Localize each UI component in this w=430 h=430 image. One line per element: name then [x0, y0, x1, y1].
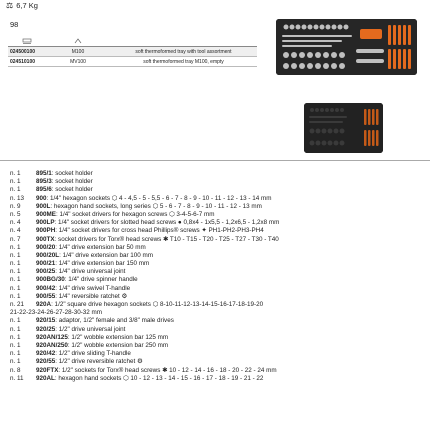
item-description: : 1/2" wobble extension bar 250 mm [67, 341, 169, 349]
item-quantity: n. 7 [10, 235, 21, 243]
item-quantity: n. 4 [10, 227, 21, 235]
item-code: 900/21 [36, 260, 56, 268]
item-code: 895/6 [36, 186, 52, 194]
contents-item [10, 244, 428, 252]
contents-item [10, 268, 428, 276]
item-description: : socket holder [51, 186, 93, 194]
item-code: 900ME [36, 210, 56, 218]
item-description: : 1/2" drive reversible ratchet ⚙ [55, 358, 143, 366]
item-description: : 1/2" drive universal joint [55, 325, 126, 333]
item-quantity: n. 1 [10, 276, 21, 284]
item-code: 900BG/30 [36, 276, 65, 284]
item-description: : socket holder [51, 178, 93, 186]
contents-item [10, 317, 428, 325]
item-description: : socket holder [51, 170, 93, 177]
item-description: : hexagon hand sockets, long series ⬡ 5 - 6 - 7 - 8 - 9 - 10 - 11 - 12 - 13 mm [50, 202, 262, 210]
contents-item [10, 178, 428, 186]
item-quantity: n. 1 [10, 350, 21, 358]
description-column-icon [110, 37, 257, 47]
item-code: 895/1 [36, 170, 52, 177]
item-quantity: n. 1 [10, 341, 21, 349]
item-quantity: n. 1 [10, 325, 21, 333]
item-description: : 1/2" drive sliding T-handle [55, 350, 131, 358]
page-number: 98 [10, 20, 19, 29]
item-quantity: n. 1 [10, 186, 21, 194]
weight-value: 6,7 Kg [16, 1, 38, 10]
contents-item [10, 375, 428, 383]
item-code: 920/55 [36, 358, 56, 366]
item-quantity: n. 1 [10, 260, 21, 268]
weight-label [6, 1, 38, 10]
item-code: 920AN/250 [36, 341, 68, 349]
item-code: 900PH [36, 227, 56, 235]
item-quantity: n. 1 [10, 358, 21, 366]
product-code: 024500100 [8, 47, 46, 57]
spec-table-row [8, 57, 257, 67]
item-code: 900L [36, 202, 51, 210]
contents-item [10, 309, 428, 317]
weight-icon: ⚖ [6, 1, 14, 10]
spec-table [8, 37, 257, 67]
item-quantity: n. 13 [10, 194, 25, 202]
item-quantity: n. 8 [10, 366, 21, 374]
item-description: : 1/4" drive extension bar 150 mm [55, 260, 150, 268]
product-model: MV100 [46, 57, 110, 67]
item-description: : 1/4" drive spinner handle [64, 276, 138, 284]
item-code: 900/42 [36, 284, 56, 292]
item-description: : 1/2" sockets for Torx® head screws ✱ 10 - 12 - 14 - 16 - 18 - 20 - 22 - 24 mm [58, 366, 277, 374]
item-code: 900/20L [36, 251, 60, 259]
item-quantity: n. 4 [10, 219, 21, 227]
contents-item [10, 326, 428, 334]
contents-item [10, 252, 428, 260]
product-description: soft thermoformed tray with tool assortment [110, 47, 257, 57]
item-code: 900/20 [36, 243, 56, 251]
item-code: 920/15 [36, 317, 56, 325]
product-model: M100 [46, 47, 110, 57]
contents-item [10, 285, 428, 293]
item-code: 900/55 [36, 292, 56, 300]
item-code: 920A [36, 301, 52, 308]
item-description: : 1/4" drive swivel T-handle [55, 284, 131, 292]
item-code: 920/42 [36, 350, 56, 358]
item-quantity: n. 1 [10, 292, 21, 300]
item-code: 900LP [36, 219, 55, 227]
contents-list [10, 170, 428, 383]
item-description: : 1/4" drive universal joint [55, 268, 126, 276]
item-description: : 1/2" square drive hexagon sockets ⬡ 8-10-11-12-13-14-15-16-17-18-19-20 [51, 301, 264, 308]
item-quantity: n. 5 [10, 210, 21, 218]
contents-item [10, 170, 428, 178]
item-description: : 1/4" socket drivers for hexagon screws ⬡ 3-4-5-6-7 mm [55, 210, 215, 218]
item-quantity: n. 1 [10, 243, 21, 251]
model-column-icon [46, 37, 110, 47]
item-code: 900TX [36, 235, 55, 243]
item-quantity: n. 9 [10, 202, 21, 210]
item-description: 21-22-23-24-26-27-28-30-32 mm [10, 309, 103, 317]
item-quantity: n. 1 [10, 284, 21, 292]
contents-item [10, 301, 428, 309]
contents-item [10, 236, 428, 244]
item-code: 900/25 [36, 268, 56, 276]
item-code: 920FTX [36, 366, 59, 374]
product-description: soft thermoformed tray M100, empty [110, 57, 257, 67]
code-column-icon [8, 37, 46, 47]
contents-item [10, 186, 428, 194]
item-code: 920AL [36, 374, 55, 382]
spec-table-header [8, 37, 257, 47]
contents-item [10, 211, 428, 219]
contents-item [10, 342, 428, 350]
item-description: : 1/2" wobble extension bar 125 mm [67, 333, 169, 341]
spec-table-row [8, 47, 257, 57]
item-quantity: n. 1 [10, 251, 21, 259]
item-quantity: n. 1 [10, 268, 21, 276]
contents-item [10, 293, 428, 301]
item-description: : 1/4" socket drivers for slotted head screws ● 0,8x4 - 1x5,5 - 1,2x6,5 - 1,2x8 mm [54, 219, 280, 227]
item-description: : socket drivers for Torx® head screws ✱ T10 - T15 - T20 - T25 - T27 - T30 - T40 [54, 235, 279, 243]
product-code: 024510100 [8, 57, 46, 67]
empty-tray-image [304, 103, 383, 153]
contents-item [10, 276, 428, 284]
item-description: : 1/4" socket drivers for cross head Phillips® screws ✦ PH1-PH2-PH3-PH4 [55, 227, 264, 235]
item-quantity: n. 11 [10, 374, 24, 382]
tray-with-tools-image [276, 19, 417, 75]
item-description: : 1/4" drive extension bar 100 mm [59, 251, 154, 259]
contents-item [10, 203, 428, 211]
contents-item [10, 358, 428, 366]
item-quantity: n. 1 [10, 333, 21, 341]
contents-item [10, 334, 428, 342]
contents-item [10, 195, 428, 203]
item-description: : 1/4" drive extension bar 50 mm [55, 243, 146, 251]
contents-item [10, 367, 428, 375]
section-divider [0, 160, 430, 161]
item-quantity: n. 1 [10, 317, 21, 325]
item-code: 920AN/125 [36, 333, 68, 341]
item-code: 895/3 [36, 178, 52, 186]
item-quantity: n. 21 [10, 301, 25, 308]
item-code: 900 [36, 194, 47, 202]
contents-item [10, 260, 428, 268]
item-code: 920/25 [36, 325, 56, 333]
item-quantity: n. 1 [10, 178, 21, 186]
item-description: : 1/4" reversible ratchet ⚙ [55, 292, 128, 300]
item-quantity: n. 1 [10, 170, 21, 177]
item-description: : hexagon hand sockets ⬡ 10 - 12 - 13 - 14 - 15 - 16 - 17 - 18 - 19 - 21 - 22 [54, 374, 264, 382]
item-description: : 1/4" hexagon sockets ⬡ 4 - 4,5 - 5 - 5,5 - 6 - 7 - 8 - 9 - 10 - 11 - 12 - 13 - 14 mm [46, 194, 272, 202]
contents-item [10, 227, 428, 235]
item-description: : adaptor, 1/2" female and 3/8" male drives [55, 317, 174, 325]
contents-item [10, 350, 428, 358]
